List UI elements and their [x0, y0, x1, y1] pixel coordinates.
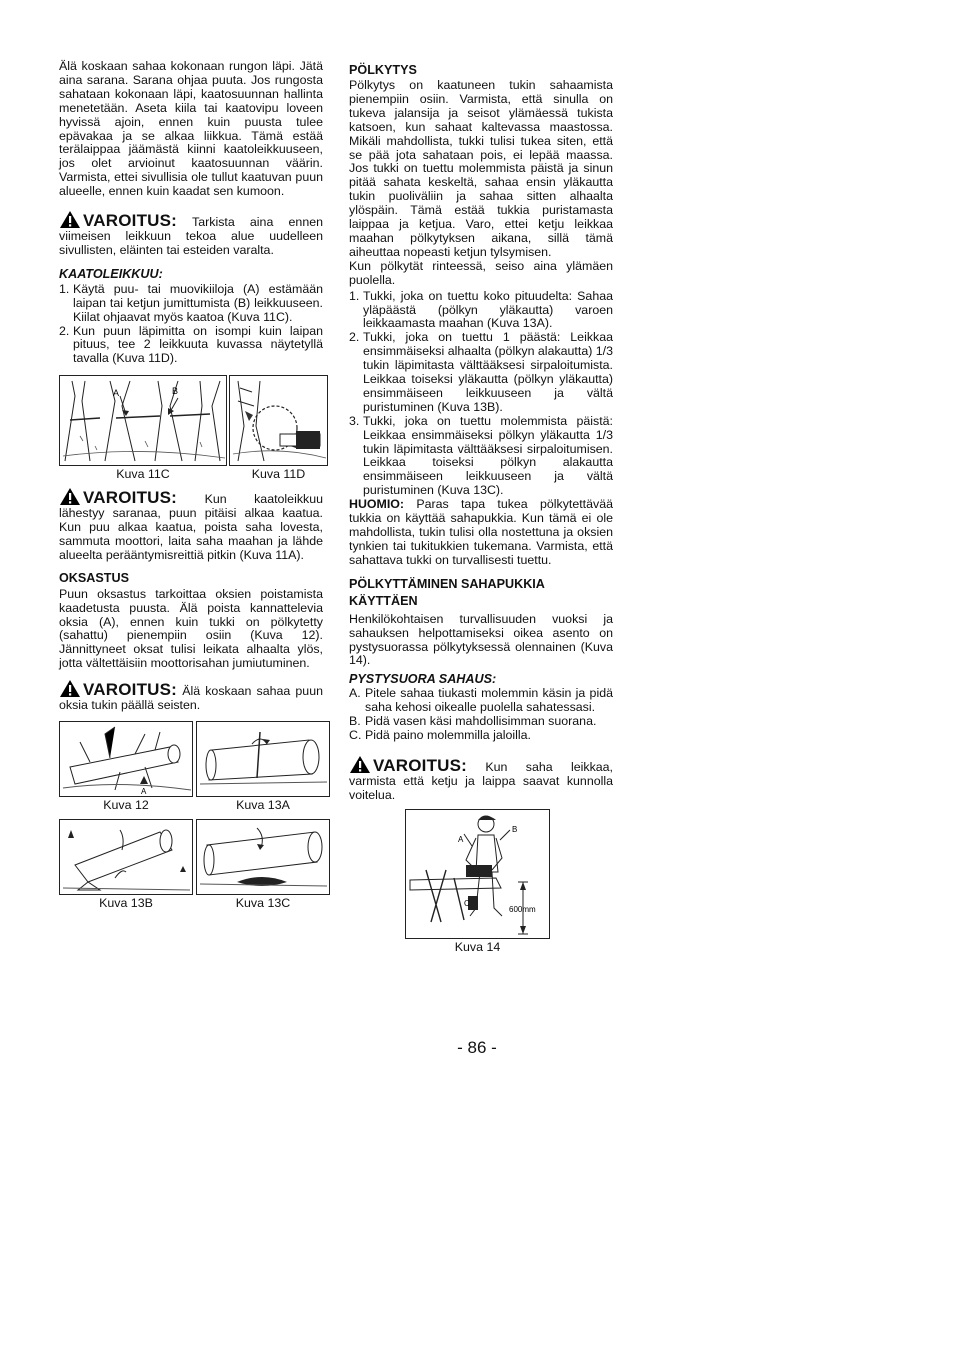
right-column: [349, 63, 613, 954]
warning-label: VAROITUS:: [83, 680, 178, 700]
intro-paragraph: Älä koskaan sahaa kokonaan rungon läpi. Jätä aina sarana. Sarana ohjaa puuta. Jos rungosta sahataan kokonaan läpi, kaatosuunnan hallinta menetetään. Aseta kiila tai kaatovipu loveen hyvissä ajoin, ennen kuin puusta tulee epävakaa ja se alkaa liikkua. Tämä estää terälaippaa jäämästä kiinni kaatoleikkuuseen, jos olet arvioinut kaatosuunnan väärin. Varmista, ettei sivullisia ole tullut kaatuvan puun alueelle, ennen kuin kaadat sen kumoon.: [59, 59, 323, 199]
list-item: [349, 415, 613, 498]
page-number: - 86 -: [457, 1038, 497, 1057]
warning-text: Tarkista aina ennen viimeisen leikkuun tekoa alue uudelleen sivullisten, eläinten tai esteiden varalta.: [59, 215, 323, 257]
list-number: 1.: [59, 281, 70, 296]
warning-label: VAROITUS:: [83, 488, 178, 508]
dimension-label: 600mm: [509, 904, 536, 914]
huomio-label: HUOMIO:: [349, 497, 405, 512]
list-text: Pidä paino molemmilla jaloilla.: [365, 728, 531, 743]
list-item: [59, 283, 323, 325]
figure-row-12-13a: [59, 721, 323, 812]
warning-triangle-icon: [59, 679, 81, 698]
polkytys-list: [349, 290, 613, 499]
figure-12-caption: Kuva 12: [103, 798, 149, 812]
warning-label: VAROITUS:: [83, 211, 178, 231]
sahapukki-heading: PÖLKYTTÄMINEN SAHAPUKKIA KÄYTTÄEN: [349, 576, 545, 608]
figure-row-13b-13c: [59, 819, 323, 910]
figure-13c: [196, 819, 330, 910]
list-text: Tukki, joka on tuettu molemmista päistä: Leikkaa ensimmäiseksi pölkyn yläkautta 1/3 tukin läpimitasta välttääksesi sirpaloitumisen. Leikkaa toiseksi pölkyn alakautta ensimmäiseen leikkuuseen ja vältä puristuminen (Kuva 13C).: [363, 413, 613, 498]
warning-label: VAROITUS:: [373, 755, 468, 775]
label-b: B: [172, 386, 179, 397]
polkytys-paragraph: Pölkytys on kaatuneen tukin sahaamista pienempiin osiin. Varmista, että sinulla on tukeva jalansija ja seisot ylämäessä tukista katsoen, kun sahaat kaltevassa maastossa. Mikäli mahdollista, tukki tulisi tukea siten, että se pää jota sahataan pois, ei lepää maassa. Jos tukki on tuettu molemmista päistä ja sinun pitää sahata keskeltä, sahaa ensin yläkautta tukin puoliväliin ja sahaa sitten alhaalta ylöspäin. Tämä estää tukkia puristamasta laippaa ja ketjua. Varo, ettei ketju leikkaa maahan pölkytyksen aikana, sillä tämä aiheuttaa nopeasti ketjun tylsymisen.: [349, 78, 613, 259]
polkytys-paragraph-2: Kun pölkytät rinteessä, seiso aina ylämäen puolella.: [349, 258, 613, 287]
figure-13b: [59, 819, 193, 910]
figure-11d: [229, 375, 328, 481]
list-item: [59, 325, 323, 367]
label-a: A: [141, 787, 147, 796]
figure-12-illustration: [59, 721, 193, 797]
figure-13b-caption: Kuva 13B: [99, 896, 153, 910]
warning-triangle-icon: [59, 487, 81, 506]
figure-13a-illustration: [196, 721, 330, 797]
list-item: [349, 290, 613, 332]
figure-11d-caption: Kuva 11D: [251, 467, 306, 482]
figure-14-illustration: [405, 809, 550, 939]
figure-13c-illustration: [196, 819, 330, 895]
figure-11c-caption: Kuva 11C: [116, 467, 170, 482]
oksastus-paragraph: Puun oksastus tarkoittaa oksien poistamista kaadetusta puusta. Älä poista kannattelevia oksia (A), ennen kuin tukki on pölkytetty (sahattu) pienempiin osiin (Kuva 12). Jännittyneet oksat tulisi leikata alhaalta ylös, jotta vältettäisiin moottorisahan jumiutuminen.: [59, 586, 323, 671]
warning-3: [59, 679, 323, 713]
figure-row-11: [59, 375, 323, 481]
figure-14-caption: Kuva 14: [454, 939, 501, 954]
label-a: A: [458, 834, 464, 844]
list-text: Kun puun läpimitta on isompi kuin laipan pituus, tee 2 leikkuuta kuvassa näytetyllä tavalla (Kuva 11D).: [73, 323, 323, 366]
list-text: Pidä vasen käsi mahdollisimman suorana.: [365, 714, 597, 729]
figure-12: [59, 721, 193, 812]
figure-11c: [59, 375, 227, 481]
warning-2: [59, 487, 323, 563]
sahapukki-paragraph: Henkilökohtaisen turvallisuuden vuoksi ja sahauksen helpottamiseksi oikea asento on pystysuorassa pölkytyksessä olennainen (Kuva 14).: [349, 611, 613, 668]
list-number: 2.: [349, 330, 360, 345]
warning-triangle-icon: [59, 210, 81, 229]
warning-1: [59, 210, 323, 258]
list-number: C.: [349, 728, 362, 743]
list-text: Tukki, joka on tuettu 1 päästä: Leikkaa ensimmäiseksi alhaalta (pölkyn alakautta) 1/3 tukin läpimitasta välttääksesi sirpaloitumista. Leikkaa toiseksi yläkautta (pölkyn yläkautta) ensimmäiseen leikkuuseen ja vältä puristuminen (Kuva 13B).: [363, 330, 614, 414]
label-a: A: [113, 388, 120, 399]
list-number: A.: [349, 686, 361, 701]
list-number: B.: [349, 714, 361, 729]
huomio-paragraph: [349, 498, 613, 568]
figure-11c-illustration: [59, 375, 227, 466]
label-b: B: [512, 824, 518, 834]
figure-13c-caption: Kuva 13C: [235, 896, 291, 910]
figure-13b-illustration: [59, 819, 193, 895]
huomio-text: Paras tapa tukea pölkytettävää tukkia on käyttää sahapukkia. Kun tämä ei ole mahdollista, tukin tulisi olla nostettuna ja oksien tynkien tai tukitukkien tukemana. Varmista, että sahattava tukki on turvallisesti tuettu.: [349, 497, 613, 567]
list-text: Tukki, joka on tuettu koko pituudelta: Sahaa yläpäästä (pölkyn yläkautta) varoen leikkaamasta maahan (Kuva 13A).: [363, 288, 613, 331]
figure-11d-illustration: [229, 375, 328, 466]
pystysuora-list: [349, 687, 613, 743]
list-number: 1.: [349, 288, 360, 303]
list-item: [349, 331, 613, 414]
label-c: C: [464, 898, 470, 908]
figure-14: [405, 809, 550, 954]
left-column: [59, 60, 323, 910]
list-item: [349, 729, 613, 743]
list-text: Käytä puu- tai muovikiiloja (A) estämään laipan tai ketjun jumittumista (B) leikkuuseen. Kiilat ohjaavat myös kaatoa (Kuva 11C).: [73, 281, 323, 324]
list-text: Pitele sahaa tiukasti molemmin käsin ja pidä saha kehosi oikealle puolella sahatessasi.: [365, 686, 613, 715]
list-number: 2.: [59, 323, 70, 338]
pystysuora-heading: PYSTYSUORA SAHAUS:: [349, 672, 497, 687]
warning-text: Älä koskaan sahaa puun oksia tukin päällä seisten.: [59, 684, 323, 713]
warning-triangle-icon: [349, 755, 371, 774]
kaatoleikkuu-heading: KAATOLEIKKUU:: [59, 266, 163, 281]
list-item: [349, 687, 613, 715]
kaatoleikkuu-list: [59, 283, 323, 366]
list-item: [349, 715, 613, 729]
figure-13a: [196, 721, 330, 812]
warning-text: Kun kaatoleikkuu lähestyy saranaa, puun pitäisi alkaa kaatua. Kun puu alkaa kaatua, poista saha lovesta, sammuta moottori, laita saha maahan ja lähde alueelta perääntymisreittiä pitkin (Kuva 11A).: [59, 492, 323, 562]
oksastus-heading: OKSASTUS: [59, 570, 129, 585]
warning-4: [349, 755, 613, 803]
polkytys-heading: PÖLKYTYS: [349, 63, 417, 77]
figure-13a-caption: Kuva 13A: [236, 798, 290, 812]
list-number: 3.: [349, 413, 360, 428]
warning-text: Kun saha leikkaa, varmista että ketju ja laippa saavat kunnolla voitelua.: [349, 759, 613, 802]
